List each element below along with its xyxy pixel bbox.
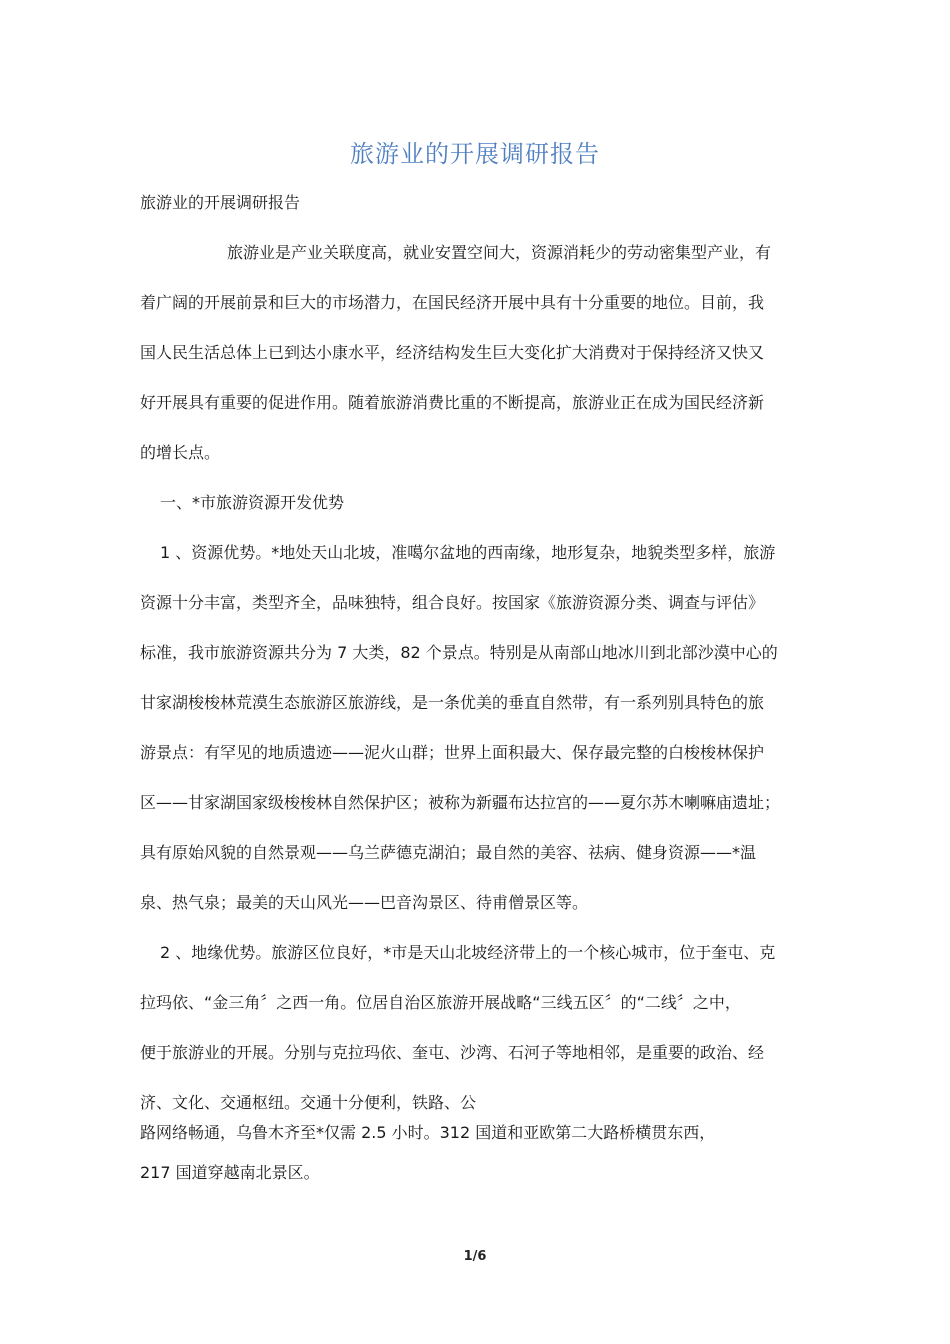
paragraph-line: 的增长点。 <box>140 443 221 462</box>
paragraph-line: 具有原始风貌的自然景观——乌兰萨德克湖泊；最自然的美容、祛病、健身资源——*温 <box>140 843 757 862</box>
document-title: 旅游业的开展调研报告 <box>350 140 600 168</box>
paragraph-line: 区——甘家湖国家级梭梭林自然保护区；被称为新疆布达拉宫的——夏尔苏木喇嘛庙遗址； <box>140 793 781 812</box>
page-number: 1/6 <box>463 1249 487 1264</box>
paragraph-line: 217 国道穿越南北景区。 <box>140 1163 320 1182</box>
paragraph-line: 便于旅游业的开展。分别与克拉玛依、奎屯、沙湾、石河子等地相邻，是重要的政治、经 <box>140 1043 765 1062</box>
paragraph-line: 着广阔的开展前景和巨大的市场潜力，在国民经济开展中具有十分重要的地位。目前，我 <box>140 293 765 312</box>
paragraph-line: 1 、资源优势。*地处天山北坡，准噶尔盆地的西南缘，地形复杂，地貌类型多样，旅游 <box>160 543 776 562</box>
paragraph-line: 标准，我市旅游资源共分为 7 大类，82 个景点。特别是从南部山地冰川到北部沙漠中心的 <box>140 643 778 662</box>
paragraph-line: 泉、热气泉；最美的天山风光——巴音沟景区、待甫僧景区等。 <box>140 893 589 912</box>
paragraph-line: 路网络畅通，乌鲁木齐至*仅需 2.5 小时。312 国道和亚欧第二大路桥横贯东西， <box>140 1123 716 1142</box>
paragraph-line: 2 、地缘优势。旅游区位良好，*市是天山北坡经济带上的一个核心城市，位于奎屯、克 <box>160 943 776 962</box>
document-subtitle: 旅游业的开展调研报告 <box>140 193 301 212</box>
paragraph-line: 甘家湖梭梭林荒漠生态旅游区旅游线，是一条优美的垂直自然带，有一系列别具特色的旅 <box>140 693 765 712</box>
section-heading: 一、*市旅游资源开发优势 <box>160 493 345 512</box>
paragraph-line: 好开展具有重要的促进作用。随着旅游消费比重的不断提高，旅游业正在成为国民经济新 <box>140 393 765 412</box>
paragraph-line: 资源十分丰富，类型齐全，品味独特，组合良好。按国家《旅游资源分类、调查与评估》 <box>140 593 765 612</box>
paragraph-line: 旅游业是产业关联度高，就业安置空间大，资源消耗少的劳动密集型产业，有 <box>227 243 772 262</box>
paragraph-line: 国人民生活总体上已到达小康水平，经济结构发生巨大变化扩大消费对于保持经济又快又 <box>140 343 765 362</box>
paragraph-line: 游景点：有罕见的地质遗迹——泥火山群；世界上面积最大、保存最完整的白梭梭林保护 <box>140 743 765 762</box>
paragraph-line: 济、文化、交通枢纽。交通十分便利，铁路、公 <box>140 1093 477 1112</box>
paragraph-line: 拉玛依、“金三角〞之西一角。位居自治区旅游开展战略“三线五区〞的“二线〞之中， <box>140 993 741 1012</box>
